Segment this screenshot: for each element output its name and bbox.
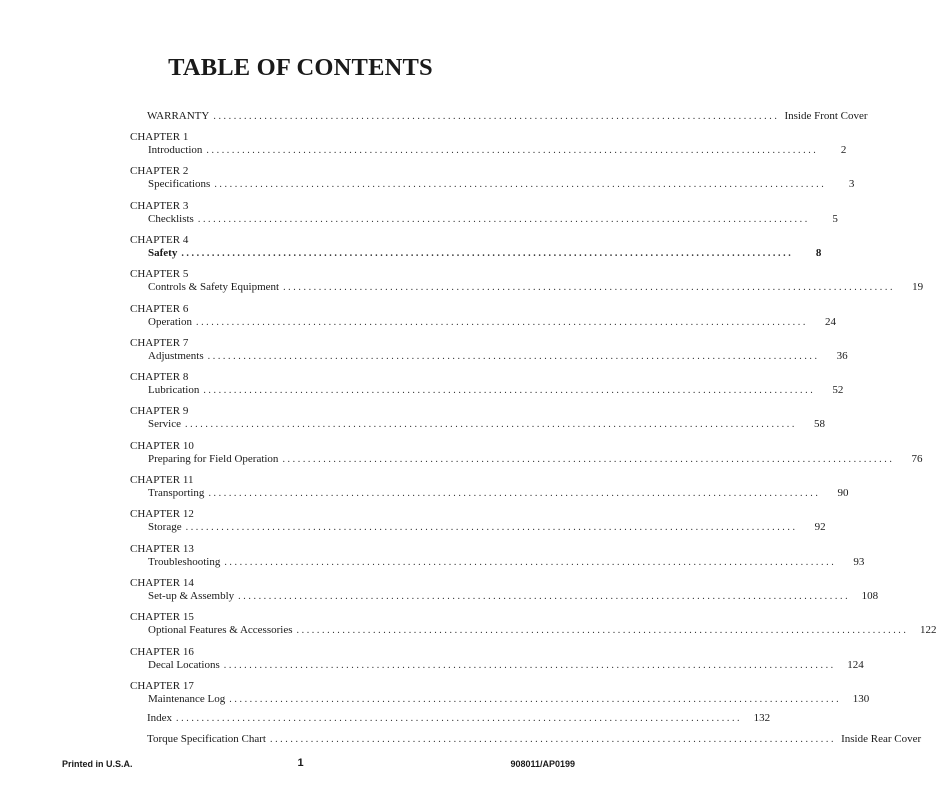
toc-entry[interactable] (148, 452, 923, 467)
toc-entry-label: Service (148, 418, 181, 430)
leader-dots: ........................................................................................................................ (184, 419, 797, 430)
toc-entry[interactable] (148, 589, 879, 604)
leader-dots: ........................................................................................................................ (185, 522, 798, 533)
toc-entry[interactable] (148, 315, 836, 330)
leader-dots: ........................................................................................................................ (214, 179, 827, 190)
toc-entry[interactable] (148, 623, 937, 638)
toc-entry-label: Preparing for Field Operation (148, 453, 279, 465)
footer-part-number: 908011/AP0199 (510, 759, 575, 769)
toc-entry-label: Transporting (148, 487, 205, 499)
toc-entry[interactable] (148, 143, 847, 158)
toc-entry[interactable] (148, 246, 822, 261)
page-title: TABLE OF CONTENTS (168, 54, 433, 81)
toc-entry-index[interactable] (147, 711, 771, 726)
toc-entry[interactable] (148, 692, 870, 707)
toc-entry-label: Specifications (148, 178, 211, 190)
toc-entry-label: Controls & Safety Equipment (148, 281, 280, 293)
leader-dots: ........................................................................................................................ (203, 385, 816, 396)
leader-dots: ........................................................................................................................ (223, 660, 836, 671)
toc-entry-label: Introduction (148, 144, 203, 156)
toc-entry-label: WARRANTY (147, 110, 210, 122)
chapter-heading: CHAPTER 5 (130, 268, 189, 280)
toc-entry[interactable] (148, 212, 838, 227)
leader-dots: ........................................................................................................................ (206, 145, 819, 156)
toc-entry-label: Torque Specification Chart (147, 733, 266, 745)
leader-dots: ........................................................................................................................ (208, 488, 821, 499)
toc-entry-page: 76 (911, 453, 923, 465)
chapter-heading: CHAPTER 2 (130, 165, 189, 177)
chapter-heading: CHAPTER 13 (130, 543, 194, 555)
leader-dots: ........................................................................................................................ (224, 557, 837, 568)
toc-entry-page: 130 (852, 693, 870, 705)
leader-dots: ........................................................................................................................ (197, 214, 810, 225)
chapter-heading: CHAPTER 9 (130, 405, 189, 417)
chapter-heading: CHAPTER 17 (130, 680, 194, 692)
toc-entry-label: Checklists (148, 213, 194, 225)
leader-dots: ........................................................................................................................ (207, 351, 820, 362)
toc-entry[interactable] (148, 280, 924, 295)
toc-entry-page: 52 (832, 384, 844, 396)
toc-entry-page: 3 (848, 178, 855, 190)
toc-entry-label: Lubrication (148, 384, 200, 396)
toc-entry-label: Decal Locations (148, 659, 220, 671)
chapter-heading: CHAPTER 4 (130, 234, 189, 246)
toc-entry-label: Safety (148, 247, 178, 259)
toc-entry-page: 124 (847, 659, 864, 671)
toc-entry-page: Inside Rear Cover (841, 733, 922, 745)
chapter-heading: CHAPTER 11 (130, 474, 194, 486)
chapter-heading: CHAPTER 12 (130, 508, 194, 520)
toc-entry-page: 58 (813, 418, 825, 430)
leader-dots: ........................................................................................................................ (296, 625, 909, 636)
leader-dots: ........................................................................................................................ (181, 248, 794, 259)
leader-dots: ............................................................................................................... (176, 713, 743, 724)
toc-entry-label: Index (147, 712, 173, 724)
toc-entry-label: Storage (148, 521, 182, 533)
toc-entry[interactable] (148, 417, 825, 432)
toc-entry-page: 24 (824, 316, 836, 328)
toc-entry-label: Adjustments (148, 350, 204, 362)
toc-entry-label: Troubleshooting (148, 556, 221, 568)
toc-entry-page: 92 (814, 521, 826, 533)
toc-entry[interactable] (148, 349, 848, 364)
footer-page-number: 1 (297, 757, 304, 769)
chapter-heading: CHAPTER 8 (130, 371, 189, 383)
toc-entry-page: Inside Front Cover (784, 110, 868, 122)
leader-dots: ........................................................................................................................ (195, 317, 808, 328)
toc-entry[interactable] (148, 177, 855, 192)
toc-entry-warranty[interactable] (147, 109, 868, 124)
chapter-heading: CHAPTER 16 (130, 646, 194, 658)
toc-entry-page: 8 (815, 247, 822, 259)
toc-entry-page: 5 (832, 213, 838, 225)
toc-entry[interactable] (148, 486, 849, 501)
toc-entry-page: 93 (853, 556, 865, 568)
leader-dots: ........................................................................................................................ (229, 694, 842, 705)
toc-entry-page: 19 (912, 281, 924, 293)
chapter-heading: CHAPTER 3 (130, 200, 189, 212)
toc-entry-torque-chart[interactable] (147, 732, 922, 747)
leader-dots: ........................................................................................................................ (282, 454, 895, 465)
footer-printed-in: Printed in U.S.A. (62, 759, 133, 769)
toc-entry-label: Optional Features & Accessories (148, 624, 293, 636)
toc-entry-page: 108 (861, 590, 879, 602)
toc-entry-label: Set-up & Assembly (148, 590, 235, 602)
chapter-heading: CHAPTER 14 (130, 577, 194, 589)
toc-entry-page: 132 (753, 712, 771, 724)
leader-dots: ............................................................................................................... (269, 734, 837, 745)
toc-entry-label: Maintenance Log (148, 693, 226, 705)
toc-entry[interactable] (148, 383, 844, 398)
chapter-heading: CHAPTER 7 (130, 337, 189, 349)
chapter-heading: CHAPTER 15 (130, 611, 194, 623)
toc-entry-page: 122 (920, 624, 937, 636)
toc-entry[interactable] (148, 555, 865, 570)
toc-entry-page: 90 (837, 487, 849, 499)
chapter-heading: CHAPTER 6 (130, 303, 189, 315)
chapter-heading: CHAPTER 10 (130, 440, 194, 452)
toc-entry[interactable] (148, 658, 864, 673)
toc-entry[interactable] (148, 520, 826, 535)
chapter-heading: CHAPTER 1 (130, 131, 189, 143)
leader-dots: ........................................................................................................................ (283, 282, 896, 293)
toc-entry-page: 2 (840, 144, 847, 156)
leader-dots: ............................................................................................................... (213, 111, 780, 122)
leader-dots: ........................................................................................................................ (238, 591, 851, 602)
toc-entry-page: 36 (836, 350, 848, 362)
toc-entry-label: Operation (148, 316, 192, 328)
